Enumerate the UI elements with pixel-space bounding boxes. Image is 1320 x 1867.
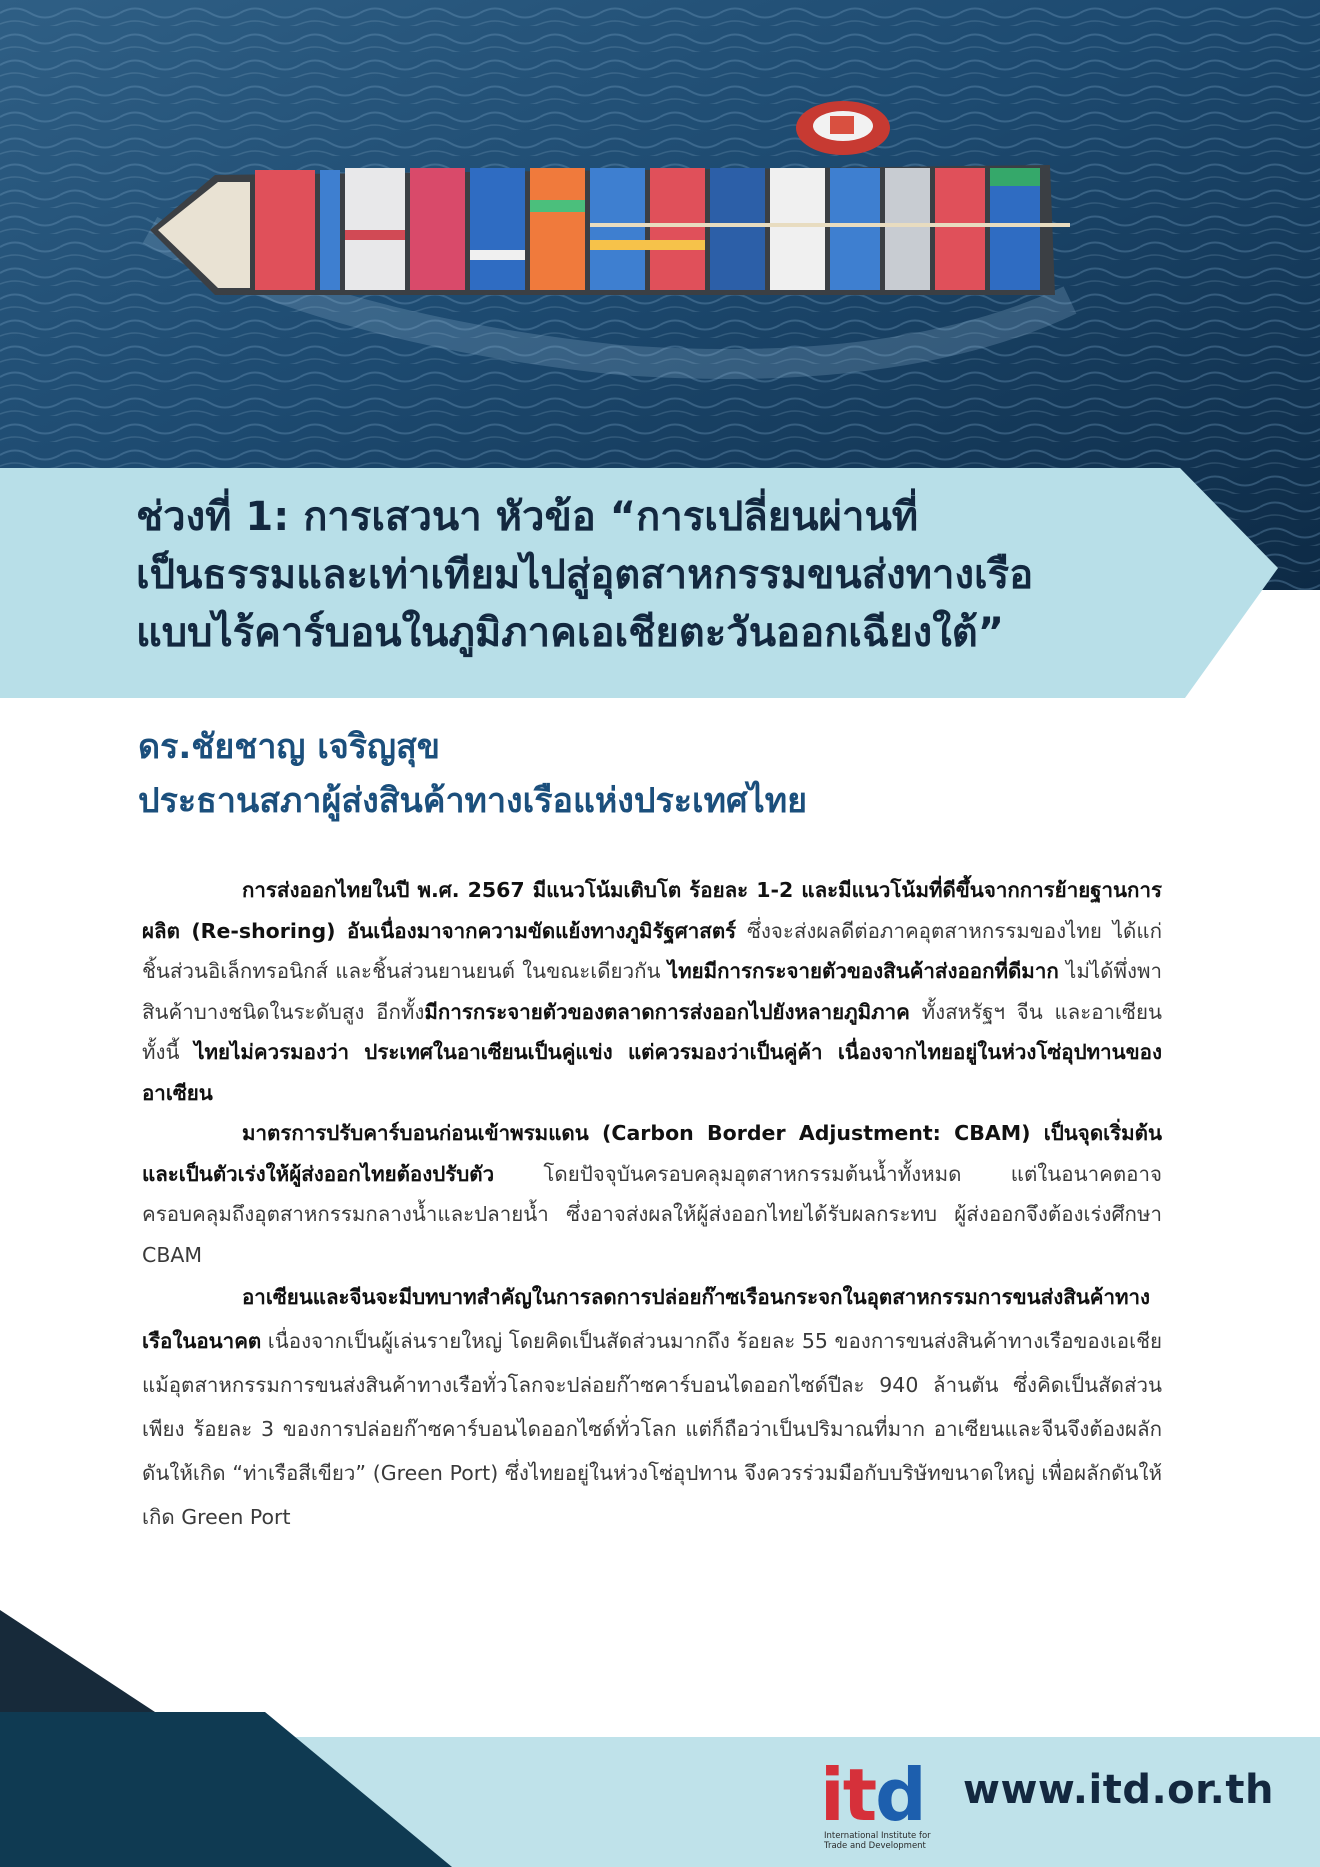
- paragraph-3: [142, 1275, 1162, 1539]
- article-body: [142, 870, 1162, 1539]
- p1-run-1: ซึ่งจะส่งผลดีต่อภาคอุตสาหกรรมของไทย ได้แก่ ชิ้นส่วนอิเล็กทรอนิกส์ และชิ้นส่วนยานยนต์ ในขณะเดียวกัน: [142, 918, 1162, 983]
- logo-letter-i: i: [820, 1753, 843, 1837]
- title-line-3: แบบไร้คาร์บอนในภูมิภาคเอเชียตะวันออกเฉียงใต้”: [136, 610, 1004, 656]
- logo-subtitle-line-2: Trade and Development: [824, 1841, 926, 1851]
- p3-run-1: เนื่องจากเป็นผู้เล่นรายใหญ่ โดยคิดเป็นสัดส่วนมากถึง ร้อยละ 55 ของการขนส่งสินค้าทางเรือของเอเชีย แม้อุตสาหกรรมการขนส่งสินค้าทางเรือทั่วโลกจะปล่อยก๊าซคาร์บอนไดออกไซด์ปีละ 940 ล้านตัน ซึ่งคิดเป็นสัดส่วนเพียง ร้อยละ 3 ของการปล่อยก๊าซคาร์บอนไดออกไซด์ทั่วโลก แต่ก็ถือว่าเป็นปริมาณที่มาก อาเซียนและจีนจึงต้องผลักดันให้เกิด “ท่าเรือสีเขียว” (Green Port) ซึ่งไทยอยู่ในห่วงโซ่อุปทาน จึงควรร่วมมือกับบริษัทขนาดใหญ่ เพื่อผลักดันให้เกิด Green Port: [142, 1329, 1162, 1529]
- itd-logo[interactable]: [820, 1755, 948, 1855]
- logo-subtitle-line-1: International Institute for: [824, 1831, 931, 1841]
- footer-shapes: [0, 1600, 1320, 1867]
- tug-boat: [796, 101, 890, 155]
- page-title: [136, 488, 1246, 662]
- website-link[interactable]: www.itd.or.th: [963, 1767, 1274, 1813]
- p1-run-4: มีการกระจายตัวของตลาดการส่งออกไปยังหลายภูมิภาค: [424, 999, 910, 1024]
- footer: [0, 1600, 1320, 1867]
- paragraph-1: [142, 870, 1162, 1113]
- title-line-2: เป็นธรรมและเท่าเทียมไปสู่อุตสาหกรรมขนส่งทางเรือ: [136, 552, 1034, 598]
- speaker-position: ประธานสภาผู้ส่งสินค้าทางเรือแห่งประเทศไทย: [138, 781, 808, 821]
- speaker-block: [138, 720, 1218, 828]
- logo-letter-t: t: [842, 1753, 876, 1837]
- title-line-1: ช่วงที่ 1: การเสวนา หัวข้อ “การเปลี่ยนผ่านที่: [136, 494, 919, 540]
- logo-subtitle: [824, 1831, 954, 1851]
- paragraph-2: [142, 1113, 1162, 1275]
- p3-run-0: อาเซียนและจีนจะมีบทบาทสำคัญในการลดการปล่อยก๊าซเรือนกระจกในอุตสาหกรรมการขนส่งสินค้าทางเรือในอนาคต: [142, 1285, 1150, 1353]
- p1-run-2: ไทยมีการกระจายตัวของสินค้าส่งออกที่ดีมาก: [667, 959, 1059, 983]
- p1-run-6: ไทยไม่ควรมองว่า ประเทศในอาเซียนเป็นคู่แข่ง แต่ควรมองว่าเป็นคู่ค้า เนื่องจากไทยอยู่ในห่วงโซ่อุปทานของอาเซียน: [142, 1040, 1162, 1105]
- p2-run-1: โดยปัจจุบันครอบคลุมอุตสาหกรรมต้นน้ำทั้งหมด แต่ในอนาคตอาจครอบคลุมถึงอุตสาหกรรมกลางน้ำและปลายน้ำ ซึ่งอาจส่งผลให้ผู้ส่งออกไทยได้รับผลกระทบ ผู้ส่งออกจึงต้องเร่งศึกษา CBAM: [142, 1161, 1162, 1267]
- speaker-name: ดร.ชัยชาญ เจริญสุข: [138, 727, 440, 767]
- p1-run-5: ทั้งสหรัฐฯ จีน และอาเซียน ทั้งนี้: [142, 999, 1162, 1064]
- p1-run-3: ไม่ได้พึ่งพาสินค้าบางชนิดในระดับสูง อีกทั้ง: [142, 959, 1162, 1024]
- p1-run-0: การส่งออกไทยในปี พ.ศ. 2567 มีแนวโน้มเติบโต ร้อยละ 1-2 และมีแนวโน้มที่ดีขึ้นจากการย้ายฐานการผลิต (Re-shoring) อันเนื่องมาจากความขัดแย้งทางภูมิรัฐศาสตร์: [142, 878, 1162, 943]
- logo-wordmark: [820, 1755, 925, 1835]
- logo-letter-d: d: [875, 1753, 925, 1837]
- p2-run-0: มาตรการปรับคาร์บอนก่อนเข้าพรมแดน (Carbon Border Adjustment: CBAM) เป็นจุดเริ่มต้นและเป็นตัวเร่งให้ผู้ส่งออกไทยต้องปรับตัว: [142, 1121, 1162, 1186]
